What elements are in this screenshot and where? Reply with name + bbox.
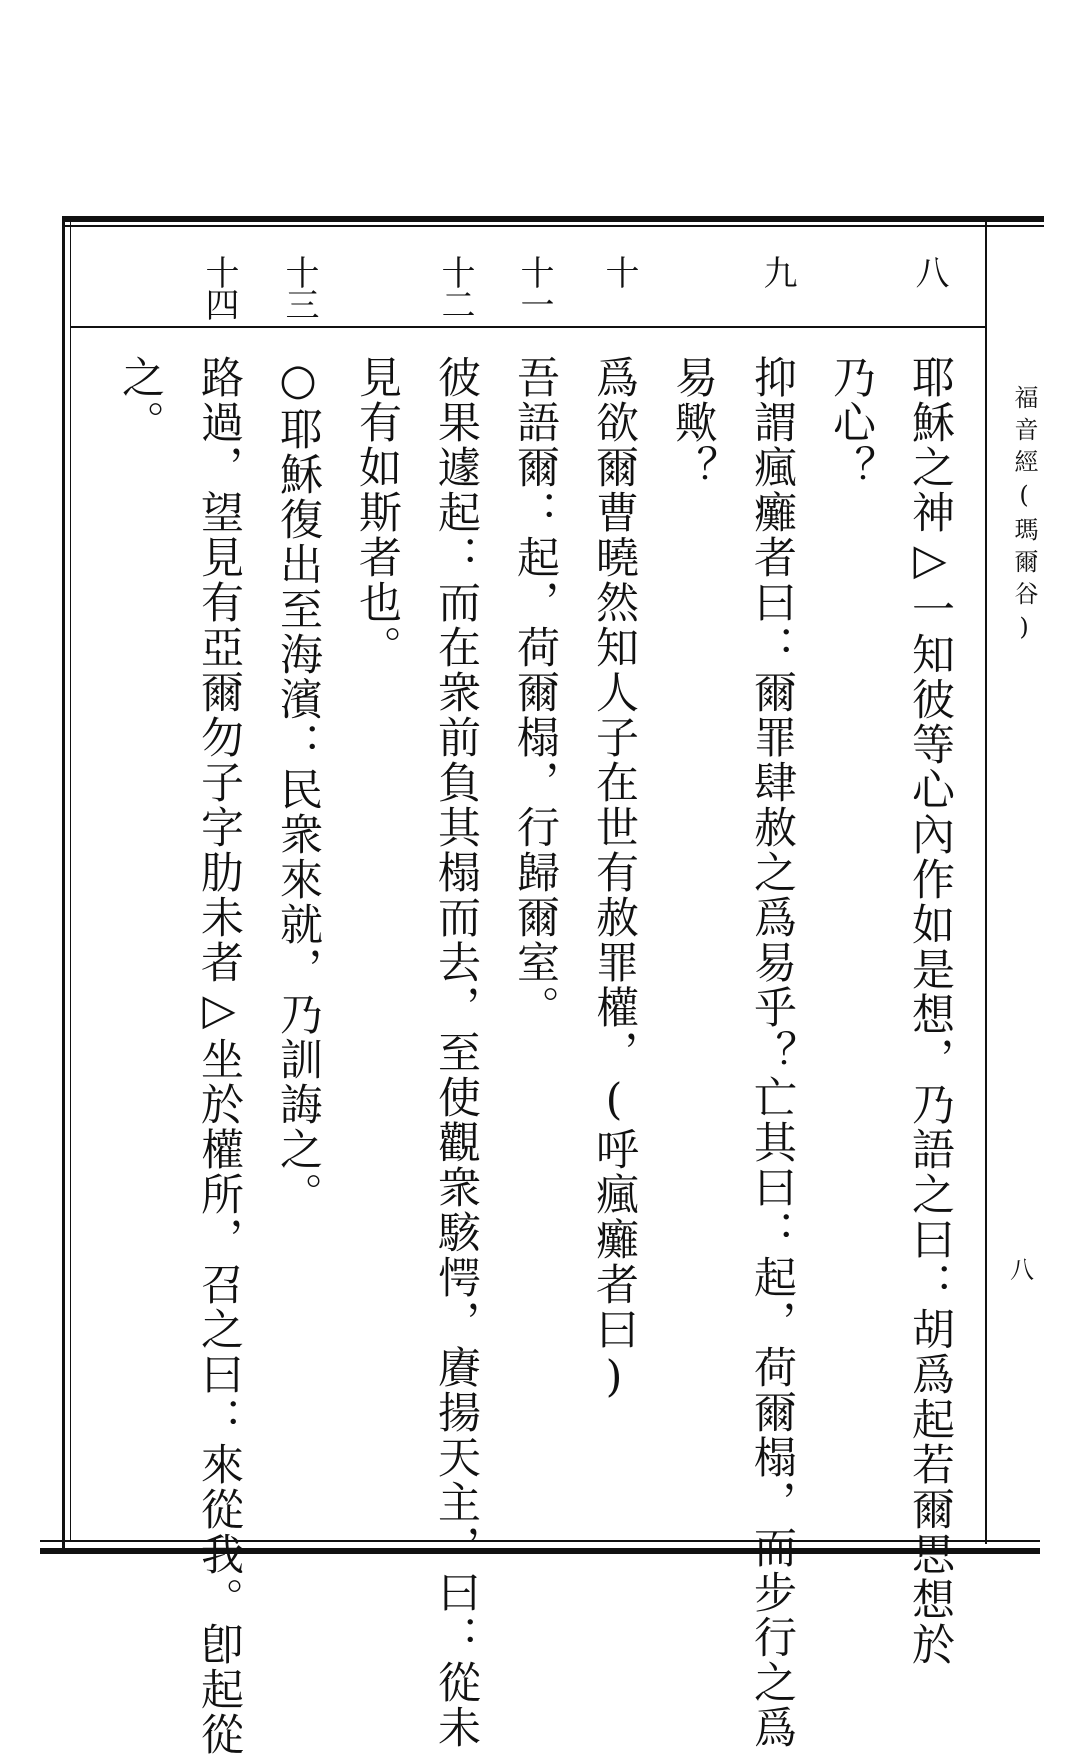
verse-14-line-2: 之。 [115, 355, 165, 445]
verse-number-13: 十三 [279, 255, 319, 319]
verse-9-line-2: 易歟？ [668, 355, 718, 490]
verse-14-line-1: 路過，望見有亞爾勿子字肋未者▷坐於權所，召之曰：來從我。卽起從 [194, 355, 244, 1757]
verse-number-12: 十二 [435, 255, 475, 319]
verse-9-line-1: 抑謂瘋癱者曰：爾罪肆赦之爲易乎？亡其曰：起，荷爾榻，而步行之爲 [747, 355, 797, 1750]
verse-12-line-2: 見有如斯者也。 [352, 355, 402, 670]
frame-top-inner-rule [62, 225, 1044, 227]
frame-left-inner-rule [70, 222, 71, 1542]
verse-8-line-1: 耶穌之神▷一知彼等心內作如是想，乃語之曰：胡爲起若爾思想於 [905, 355, 955, 1667]
verse-number-11: 十一 [514, 255, 554, 319]
frame-bottom-rule [40, 1548, 1040, 1554]
verse-number-9: 九 [757, 255, 797, 287]
verse-11-line-1: 吾語爾：起，荷爾榻，行歸爾室。 [510, 355, 560, 1030]
verse-number-8: 八 [909, 255, 949, 287]
running-head: 福音經(瑪爾谷) [1010, 385, 1038, 649]
frame-right-rule [985, 222, 987, 1544]
verse-12-line-1: 彼果遽起：而在衆前負其榻而去，至使觀衆駭愕，賡揚天主，曰：從未 [431, 355, 481, 1750]
verse-number-10: 十 [599, 255, 639, 287]
verse-number-14: 十四 [199, 255, 239, 319]
frame-top-rule [62, 216, 1044, 222]
page-number: 八 [1010, 1256, 1034, 1284]
frame-left-rule [62, 216, 65, 1554]
frame-bottom-inner-rule [40, 1540, 1040, 1542]
verse-number-rule [71, 326, 985, 328]
verse-13-line-1: ○耶穌復出至海濱：民衆來就，乃訓誨之。 [273, 355, 323, 1217]
verse-10-line-1: 爲欲爾曹曉然知人子在世有赦罪權，(呼瘋癱者曰) [589, 355, 639, 1404]
verse-8-line-2: 乃心？ [826, 355, 876, 490]
